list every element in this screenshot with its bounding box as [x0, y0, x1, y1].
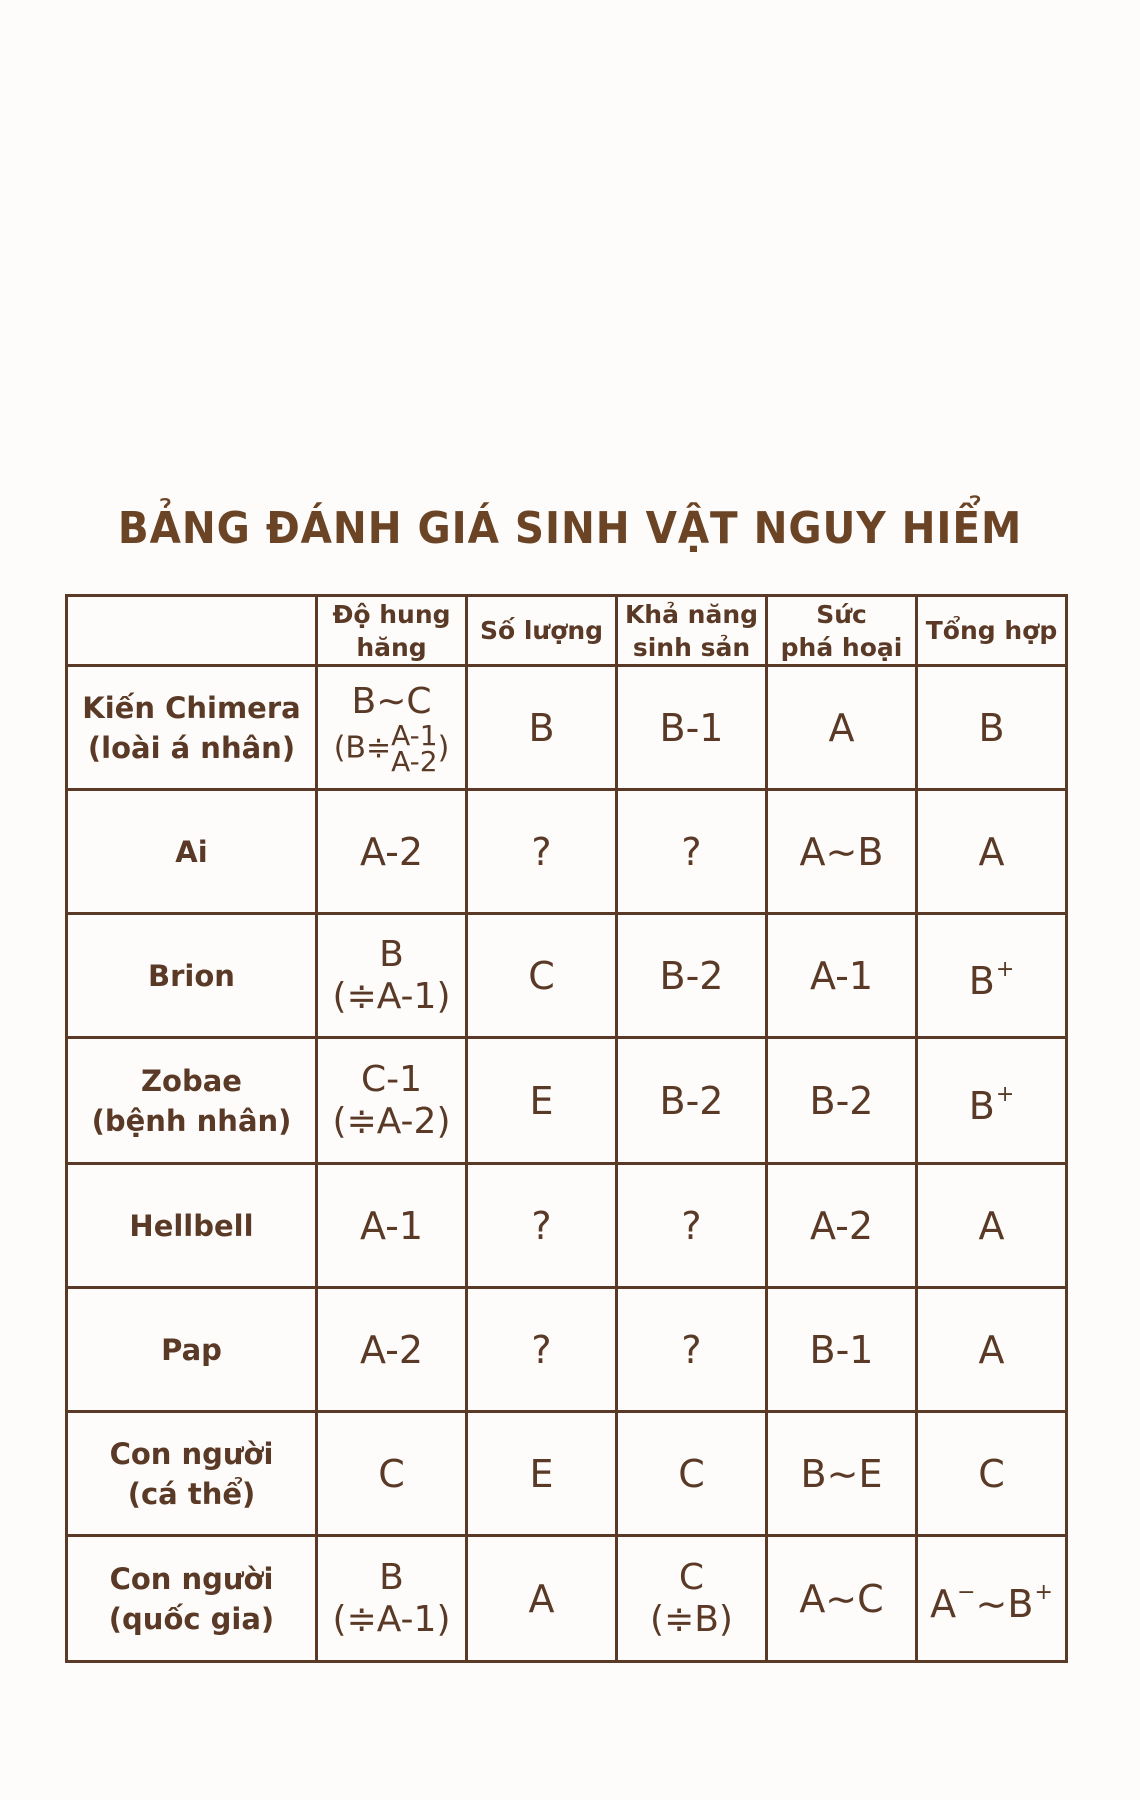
cell-quantity: E	[467, 1412, 617, 1536]
cell-aggression: C-1 (≑A-2)	[317, 1038, 467, 1164]
cell-destruction: B-2	[767, 1038, 917, 1164]
row-name: Ai	[67, 790, 317, 914]
cell-quantity: C	[467, 914, 617, 1038]
cell-reproduction: B-2	[617, 1038, 767, 1164]
header-destruction: Sức phá hoại	[767, 596, 917, 666]
cell-aggression: A-2	[317, 1288, 467, 1412]
cell-aggression: B∼C (B≑ A-1 A-2 )	[317, 666, 467, 790]
cell-reproduction: ?	[617, 1164, 767, 1288]
cell-destruction: A	[767, 666, 917, 790]
table-row	[67, 1288, 1067, 1412]
row-name: Con người (cá thể)	[67, 1412, 317, 1536]
cell-overall: B+	[917, 1038, 1067, 1164]
cell-reproduction: C (≑B)	[617, 1536, 767, 1662]
page-title: BẢNG ĐÁNH GIÁ SINH VẬT NGUY HIỂM	[117, 503, 1023, 554]
header-row	[67, 596, 1067, 666]
cell-quantity: ?	[467, 790, 617, 914]
cell-destruction: A∼C	[767, 1536, 917, 1662]
cell-overall: B+	[917, 914, 1067, 1038]
cell-reproduction: ?	[617, 1288, 767, 1412]
cell-overall: C	[917, 1412, 1067, 1536]
row-name: Brion	[67, 914, 317, 1038]
row-name: Con người (quốc gia)	[67, 1536, 317, 1662]
danger-rating-table	[65, 594, 1068, 1663]
row-name: Pap	[67, 1288, 317, 1412]
cell-aggression: A-2	[317, 790, 467, 914]
cell-quantity: B	[467, 666, 617, 790]
cell-reproduction: C	[617, 1412, 767, 1536]
header-quantity: Số lượng	[467, 596, 617, 666]
cell-aggression: B (≑A-1)	[317, 1536, 467, 1662]
cell-overall: B	[917, 666, 1067, 790]
table-row	[67, 1536, 1067, 1662]
cell-reproduction: B-2	[617, 914, 767, 1038]
cell-aggression: A-1	[317, 1164, 467, 1288]
table-row	[67, 790, 1067, 914]
table-row	[67, 1412, 1067, 1536]
table-row	[67, 1164, 1067, 1288]
cell-destruction: A-1	[767, 914, 917, 1038]
cell-reproduction: ?	[617, 790, 767, 914]
cell-quantity: ?	[467, 1164, 617, 1288]
header-reproduction: Khả năng sinh sản	[617, 596, 767, 666]
cell-aggression: B (≑A-1)	[317, 914, 467, 1038]
table-row	[67, 1038, 1067, 1164]
table-row	[67, 666, 1067, 790]
cell-quantity: E	[467, 1038, 617, 1164]
cell-quantity: A	[467, 1536, 617, 1662]
table-row	[67, 914, 1067, 1038]
cell-overall: A−∼B+	[917, 1536, 1067, 1662]
cell-aggression: C	[317, 1412, 467, 1536]
aggression-note: (B≑ A-1 A-2 )	[333, 718, 450, 778]
header-corner	[67, 596, 317, 666]
cell-overall: A	[917, 790, 1067, 914]
cell-destruction: B-1	[767, 1288, 917, 1412]
cell-destruction: A-2	[767, 1164, 917, 1288]
row-name: Kiến Chimera (loài á nhân)	[67, 666, 317, 790]
cell-overall: A	[917, 1288, 1067, 1412]
row-name: Hellbell	[67, 1164, 317, 1288]
cell-overall: A	[917, 1164, 1067, 1288]
cell-destruction: B∼E	[767, 1412, 917, 1536]
cell-destruction: A∼B	[767, 790, 917, 914]
header-aggression: Độ hung hăng	[317, 596, 467, 666]
cell-quantity: ?	[467, 1288, 617, 1412]
header-overall: Tổng hợp	[917, 596, 1067, 666]
cell-reproduction: B-1	[617, 666, 767, 790]
row-name: Zobae (bệnh nhân)	[67, 1038, 317, 1164]
